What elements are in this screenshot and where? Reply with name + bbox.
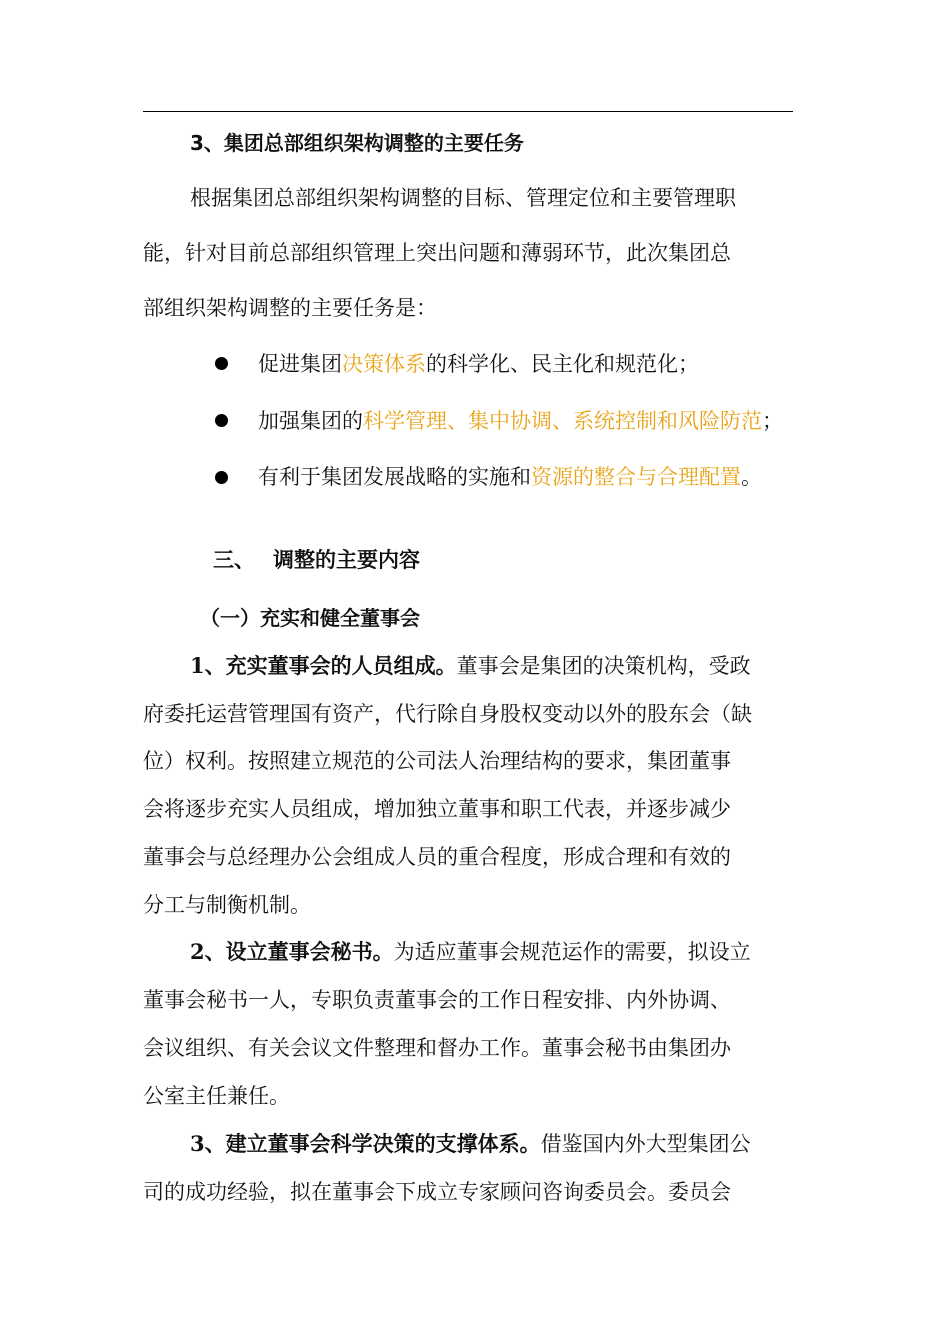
- paragraph-line: 分工与制衡机制。: [143, 893, 311, 917]
- chapter-title: 调整的主要内容: [273, 548, 420, 572]
- paragraph-line: 司的成功经验，拟在董事会下成立专家顾问咨询委员会。委员会: [143, 1180, 731, 1204]
- paragraph-line: 3、建立董事会科学决策的支撑体系。借鉴国内外大型集团公: [190, 1131, 751, 1156]
- highlighted-term: 决策体系: [342, 352, 426, 376]
- paragraph-line: 公室主任兼任。: [143, 1084, 290, 1108]
- paragraph-line: 会议组织、有关会议文件整理和督办工作。董事会秘书由集团办: [143, 1036, 731, 1060]
- chapter-heading: [213, 545, 863, 575]
- section-heading: 3、集团总部组织架构调整的主要任务: [190, 131, 524, 155]
- bullet-item: 加强集团的科学管理、集中协调、系统控制和风险防范；: [258, 409, 783, 433]
- chapter-number: 三、: [213, 548, 255, 572]
- subsection-heading: （一）充实和健全董事会: [200, 606, 420, 630]
- paragraph-line: 2、设立董事会秘书。为适应董事会规范运作的需要，拟设立: [190, 939, 751, 964]
- paragraph-line: 董事会秘书一人，专职负责董事会的工作日程安排、内外协调、: [143, 988, 731, 1012]
- highlighted-term: 科学管理、集中协调、系统控制和风险防范: [363, 409, 762, 433]
- paragraph-line: 位）权利。按照建立规范的公司法人治理结构的要求，集团董事: [143, 749, 731, 773]
- bullet-icon: [215, 471, 228, 484]
- bullet-icon: [215, 414, 228, 427]
- paragraph-line: 府委托运营管理国有资产，代行除自身股权变动以外的股东会（缺: [143, 702, 752, 726]
- bullet-item: 促进集团决策体系的科学化、民主化和规范化；: [258, 352, 699, 376]
- item-lead: 1、充实董事会的人员组成。: [190, 653, 457, 678]
- highlighted-term: 资源的整合与合理配置: [531, 465, 741, 489]
- item-lead: 2、设立董事会秘书。: [190, 939, 394, 964]
- bullet-item: 有利于集团发展战略的实施和资源的整合与合理配置。: [258, 465, 762, 489]
- paragraph-line: 能，针对目前总部组织管理上突出问题和薄弱环节，此次集团总: [143, 241, 731, 265]
- paragraph-line: 会将逐步充实人员组成，增加独立董事和职工代表，并逐步减少: [143, 797, 731, 821]
- paragraph-line: 部组织架构调整的主要任务是：: [143, 296, 437, 320]
- paragraph-line: 董事会与总经理办公会组成人员的重合程度，形成合理和有效的: [143, 845, 731, 869]
- bullet-icon: [215, 357, 228, 370]
- header-rule: [143, 111, 793, 112]
- paragraph-line: 1、充实董事会的人员组成。董事会是集团的决策机构，受政: [190, 653, 751, 678]
- item-lead: 3、建立董事会科学决策的支撑体系。: [190, 1131, 541, 1156]
- paragraph-line: 根据集团总部组织架构调整的目标、管理定位和主要管理职: [190, 186, 736, 210]
